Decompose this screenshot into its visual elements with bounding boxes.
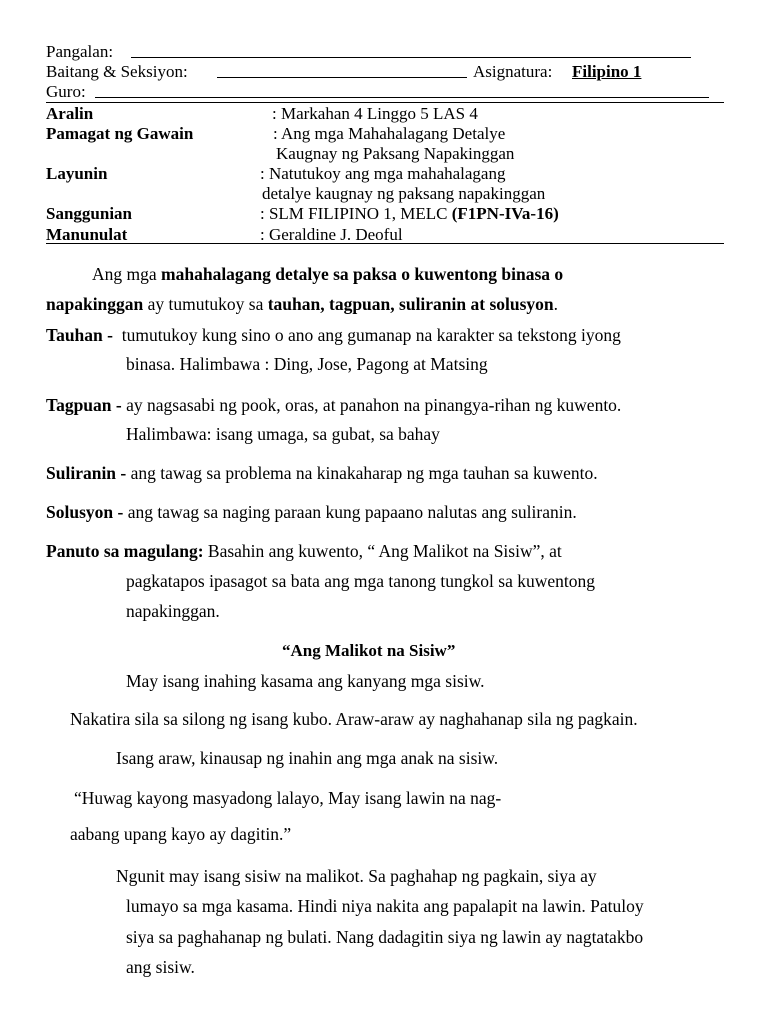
manunulat-label: Manunulat [46, 225, 128, 244]
tauhan-label: Tauhan - [46, 325, 113, 345]
solusyon-definition: Solusyon - ang tawag sa naging paraan kung papaano nalutas ang suliranin. [46, 502, 577, 522]
baitang-label: Baitang & Seksiyon: [46, 62, 188, 81]
tagpuan-example: Halimbawa: isang umaga, sa gubat, sa bahay [126, 424, 440, 444]
story-title: “Ang Malikot na Sisiw” [282, 641, 456, 660]
asignatura-value: Filipino 1 [572, 62, 642, 81]
story-line-5: aabang upang kayo ay dagitin.” [70, 824, 292, 844]
sanggunian-label: Sanggunian [46, 204, 132, 223]
story-line-7: lumayo sa mga kasama. Hindi niya nakita ang papalapit na lawin. Patuloy [126, 896, 644, 916]
header-bottom-rule [46, 243, 724, 244]
layunin-value-1: : Natutukoy ang mga mahahalagang [260, 164, 506, 183]
panuto-line-2: pagkatapos ipasagot sa bata ang mga tanong tungkol sa kuwentong [126, 571, 595, 591]
suliranin-definition: Suliranin - ang tawag sa problema na kinakaharap ng mga tauhan sa kuwento. [46, 463, 598, 483]
manunulat-value: : Geraldine J. Deoful [260, 225, 403, 244]
story-line-3: Isang araw, kinausap ng inahin ang mga anak na sisiw. [116, 748, 499, 768]
header-top-rule [46, 102, 724, 103]
tagpuan-label: Tagpuan - [46, 395, 122, 415]
guro-field[interactable] [95, 97, 709, 98]
pamagat-value-2: Kaugnay ng Paksang Napakinggan [276, 144, 515, 163]
tauhan-definition: Tauhan - tumutukoy kung sino o ano ang gumanap na karakter sa tekstong iyong [46, 325, 621, 345]
melc-code: (F1PN-IVa-16) [451, 204, 559, 223]
story-line-9: ang sisiw. [126, 957, 195, 977]
tagpuan-definition: Tagpuan - ay nagsasabi ng pook, oras, at panahon na pinangya-rihan ng kuwento. [46, 395, 622, 415]
story-line-8: siya sa paghahanap ng bulati. Nang dadagitin siya ng lawin ay nagtatakbo [126, 927, 644, 947]
intro-line-2: napakinggan ay tumutukoy sa tauhan, tagpuan, suliranin at solusyon. [46, 294, 559, 314]
story-line-1: May isang inahing kasama ang kanyang mga sisiw. [126, 671, 485, 691]
panuto-label: Panuto sa magulang: [46, 541, 204, 561]
pamagat-value-1: : Ang mga Mahahalagang Detalye [273, 124, 506, 143]
layunin-value-2: detalye kaugnay ng paksang napakinggan [262, 184, 546, 203]
pangalan-label: Pangalan: [46, 42, 114, 61]
panuto-line-3: napakinggan. [126, 601, 220, 621]
aralin-label: Aralin [46, 104, 94, 123]
pamagat-label: Pamagat ng Gawain [46, 124, 194, 143]
story-line-6: Ngunit may isang sisiw na malikot. Sa paghahap ng pagkain, siya ay [116, 866, 597, 886]
aralin-value: : Markahan 4 Linggo 5 LAS 4 [272, 104, 478, 123]
story-line-2: Nakatira sila sa silong ng isang kubo. Araw-araw ay naghahanap sila ng pagkain. [70, 709, 638, 729]
intro-line-1: Ang mga mahahalagang detalye sa paksa o kuwentong binasa o [92, 264, 564, 284]
asignatura-label: Asignatura: [473, 62, 553, 81]
solusyon-label: Solusyon - [46, 502, 124, 522]
guro-label: Guro: [46, 82, 86, 101]
pangalan-field[interactable] [131, 57, 691, 58]
baitang-field[interactable] [217, 77, 467, 78]
suliranin-label: Suliranin - [46, 463, 127, 483]
layunin-label: Layunin [46, 164, 108, 183]
story-line-4: “Huwag kayong masyadong lalayo, May isang lawin na nag- [74, 788, 502, 808]
tauhan-example: binasa. Halimbawa : Ding, Jose, Pagong at Matsing [126, 354, 488, 374]
panuto-line-1: Panuto sa magulang: Basahin ang kuwento, “ Ang Malikot na Sisiw”, at [46, 541, 562, 561]
sanggunian-value: : SLM FILIPINO 1, MELC (F1PN-IVa-16) [260, 204, 559, 223]
